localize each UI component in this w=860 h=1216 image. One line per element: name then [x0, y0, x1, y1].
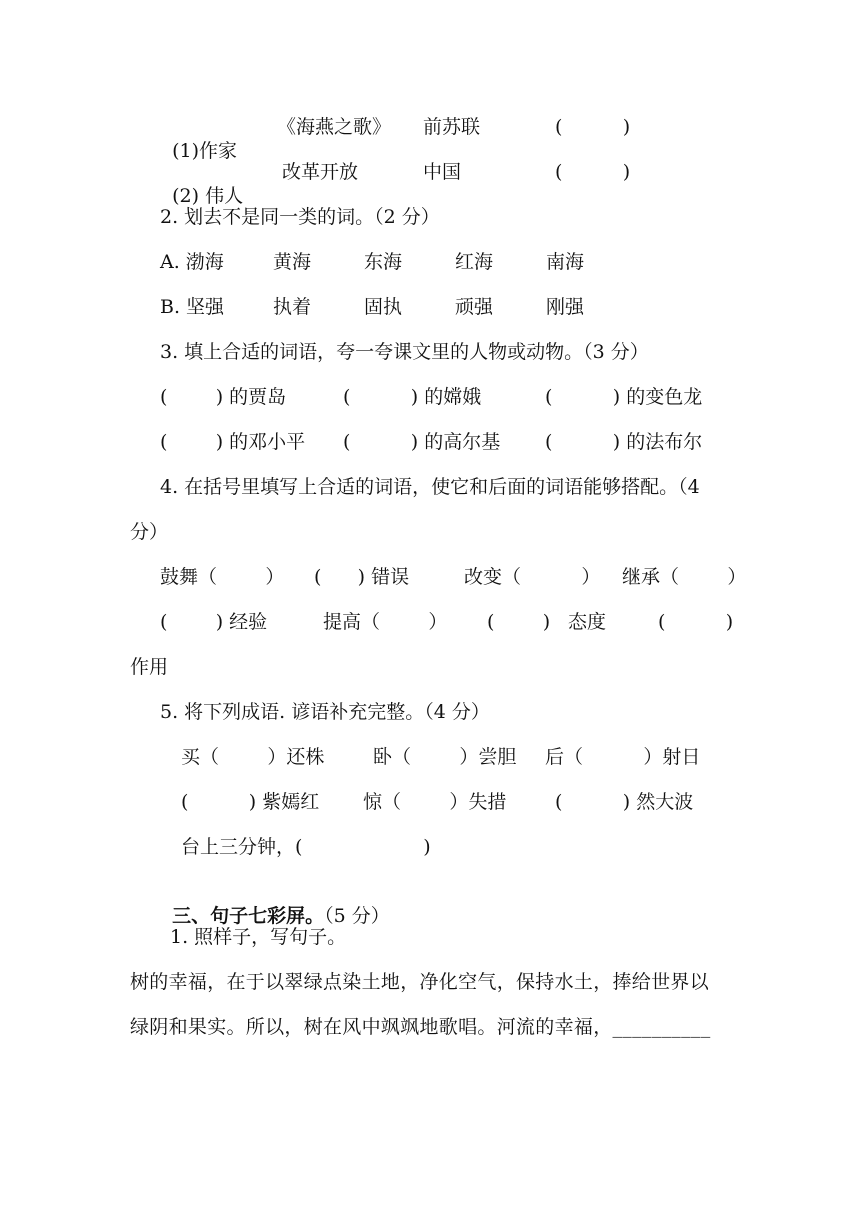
section3-title: 三、句子七彩屏。 — [172, 905, 325, 927]
q2-row-a-5: 南海 — [546, 251, 585, 273]
q4-r1-c1: 鼓舞（ ） — [160, 566, 285, 588]
q3-title: 3. 填上合适的词语，夸一夸课文里的人物或动物。（3 分） — [160, 341, 649, 363]
q1-row-2-c: 中国 — [423, 161, 462, 183]
q2-row-b-5: 刚强 — [546, 296, 585, 318]
q5-r2-c3: ( ) 然大波 — [555, 791, 694, 813]
q1-row-1 — [160, 115, 237, 163]
q4-r2-c2: 提高（ ） — [323, 611, 448, 633]
q3-r2-c1: ( ) 的邓小平 — [160, 431, 306, 453]
q5-r2-c1: ( ) 紫嫣红 — [181, 791, 320, 813]
q1-row-1-num: (1) — [172, 140, 200, 162]
q5-r3: 台上三分钟，( ) — [181, 836, 431, 858]
q1-row-1-b: 《海燕之歌》 — [277, 116, 392, 138]
q4-r2-c5: ( ) — [658, 611, 734, 633]
q1-row-1-paren: ( ) — [555, 116, 631, 138]
q2-row-b-2: 执着 — [273, 296, 312, 318]
q2-row-b-1: B. 坚强 — [160, 296, 225, 318]
q3-r1-c2: ( ) 的嫦娥 — [343, 386, 482, 408]
section3-heading — [160, 880, 390, 928]
q4-r2-c4: 态度 — [568, 611, 607, 633]
q3-r1-c1: ( ) 的贾岛 — [160, 386, 287, 408]
section3-sub1: 1. 照样子，写句子。 — [170, 926, 347, 948]
section3-line1: 树的幸福，在于以翠绿点染土地，净化空气，保持水土，捧给世界以 — [130, 971, 710, 993]
q2-row-b-3: 固执 — [364, 296, 403, 318]
q4-r1-c4: 继承（ ） — [622, 566, 747, 588]
q4-title-cont: 分） — [130, 521, 169, 543]
q4-title: 4. 在括号里填写上合适的词语，使它和后面的词语能够搭配。（4 — [160, 476, 700, 498]
q1-row-2-a: 伟人 — [205, 185, 244, 207]
q5-r1-c3: 后（ ）射日 — [545, 746, 701, 768]
q3-r2-c3: ( ) 的法布尔 — [545, 431, 703, 453]
section3-line2: 绿阴和果实。所以，树在风中飒飒地歌唱。河流的幸福，__________ — [130, 1016, 711, 1038]
q1-row-2 — [160, 160, 243, 208]
q5-r2-c2: 惊（ ）失措 — [363, 791, 507, 813]
q4-r1-c3: 改变（ ） — [464, 566, 601, 588]
q1-row-1-a: 作家 — [199, 140, 238, 162]
q2-row-a-1: A. 渤海 — [160, 251, 224, 273]
q2-row-b-4: 顽强 — [455, 296, 494, 318]
section3-score: （5 分） — [324, 905, 390, 927]
q5-title: 5. 将下列成语. 谚语补充完整。（4 分） — [160, 701, 490, 723]
q4-r2-c3: ( ) — [487, 611, 551, 633]
q3-r2-c2: ( ) 的高尔基 — [343, 431, 501, 453]
q1-row-2-num: (2) — [172, 185, 200, 207]
q2-title: 2. 划去不是同一类的词。（2 分） — [160, 206, 440, 228]
q2-row-a-4: 红海 — [455, 251, 494, 273]
q2-row-a-3: 东海 — [364, 251, 403, 273]
q4-r1-c2: ( ) 错误 — [314, 566, 410, 588]
q3-r1-c3: ( ) 的变色龙 — [545, 386, 703, 408]
q1-row-2-b: 改革开放 — [282, 161, 359, 183]
q1-row-2-paren: ( ) — [555, 161, 631, 183]
q1-row-1-c: 前苏联 — [423, 116, 481, 138]
q4-r2-c1: ( ) 经验 — [160, 611, 268, 633]
q5-r1-c1: 买（ ）还株 — [181, 746, 325, 768]
q5-r1-c2: 卧（ ）尝胆 — [373, 746, 517, 768]
q2-row-a-2: 黄海 — [273, 251, 312, 273]
q4-row2-cont: 作用 — [130, 656, 169, 678]
